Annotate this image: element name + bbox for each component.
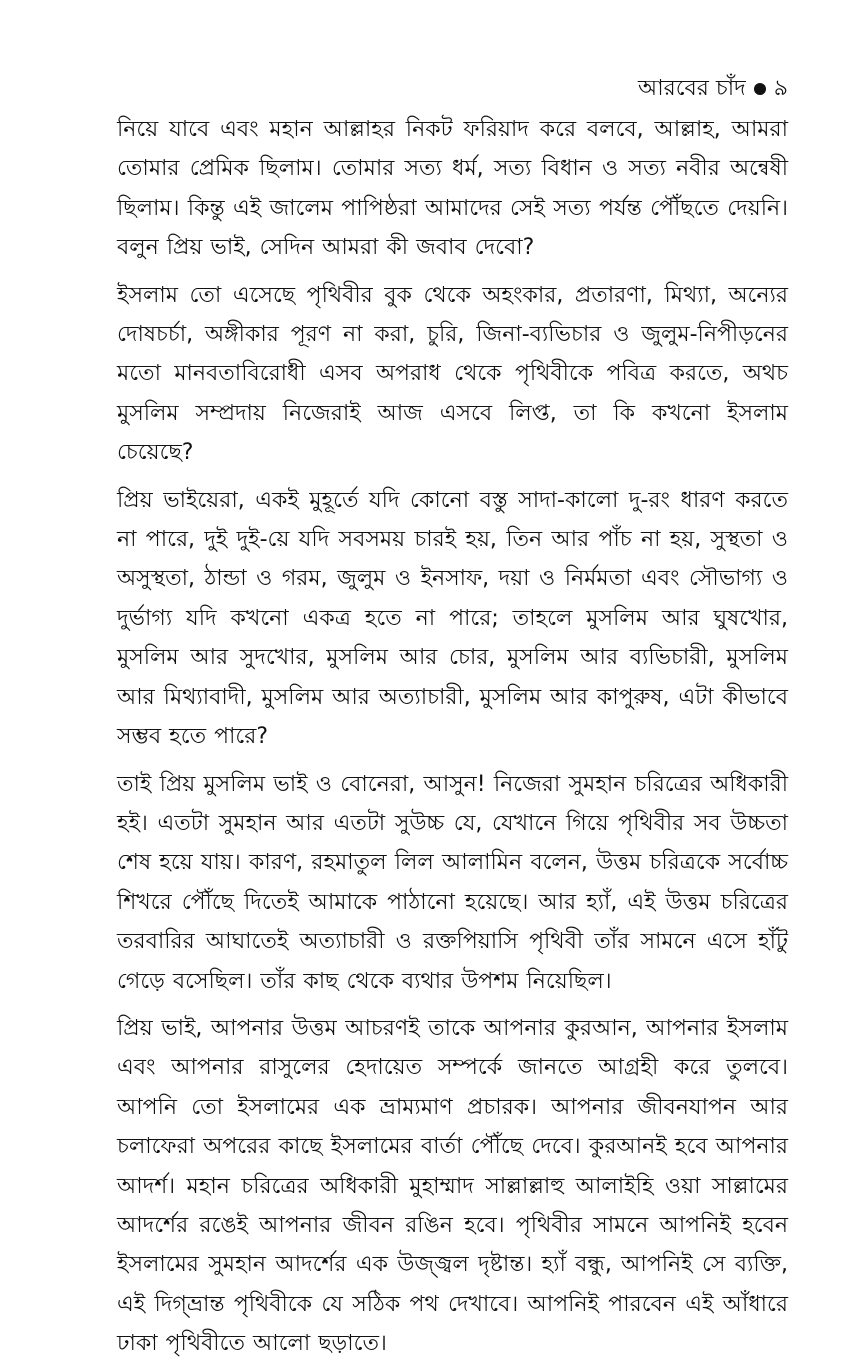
paragraph-4: তাই প্রিয় মুসলিম ভাই ও বোনেরা, আসুন! নিজেরা সুমহান চরিত্রের অধিকারী হই। এতটা সুমহান আর এতটা সুউচ্চ যে, যেখানে গিয়ে পৃথিবীর সব উচ্চতা শেষ হয়ে যায়। কারণ, রহমাতুল লিল আলামিন বলেন, উত্তম চরিত্রকে সর্বোচ্চ শিখরে পৌঁছে দিতেই আমাকে পাঠানো হয়েছে। আর হ্যাঁ, এই উত্তম চরিত্রের তরবারির আঘাতেই অত্যাচারী ও রক্তপিয়াসি পৃথিবী তাঁর সামনে এসে হাঁটু গেড়ে বসেছিল। তাঁর কাছ থেকে ব্যথার উপশম নিয়েছিল। bbox=[117, 771, 788, 994]
bullet-separator bbox=[754, 83, 766, 95]
paragraph-5: প্রিয় ভাই, আপনার উত্তম আচরণই তাকে আপনার কুরআন, আপনার ইসলাম এবং আপনার রাসুলের হেদায়েত সম্পর্কে জানতে আগ্রহী করে তুলবে। আপনি তো ইসলামের এক ভ্রাম্যমাণ প্রচারক। আপনার জীবনযাপন আর চলাফেরা অপরের কাছে ইসলামের বার্তা পৌঁছে দেবে। কুরআনই হবে আপনার আদর্শ। মহান চরিত্রের অধিকারী মুহাম্মাদ সাল্লাল্লাহু আলাইহি ওয়া সাল্লামের আদর্শের রঙেই আপনার জীবন রঙিন হবে। পৃথিবীর সামনে আপনিই হবেন ইসলামের সুমহান আদর্শের এক উজ্জ্বল দৃষ্টান্ত। হ্যাঁ বন্ধু, আপনিই সে ব্যক্তি, এই দিগ্‌ভ্রান্ত পৃথিবীকে যে সঠিক পথ দেখাবে। আপনিই পারবেন এই আঁধারে ঢাকা পৃথিবীতে আলো ছড়াতে। bbox=[117, 1015, 788, 1357]
running-header bbox=[117, 74, 788, 104]
paragraph-3: প্রিয় ভাইয়েরা, একই মুহূর্তে যদি কোনো বস্তু সাদা-কালো দু-রং ধারণ করতে না পারে, দুই দুই-য়ে যদি সবসময় চারই হয়, তিন আর পাঁচ না হয়, সুস্থতা ও অসুস্থতা, ঠান্ডা ও গরম, জুলুম ও ইনসাফ, দয়া ও নির্মমতা এবং সৌভাগ্য ও দুর্ভাগ্য যদি কখনো একত্র হতে না পারে; তাহলে মুসলিম আর ঘুষখোর, মুসলিম আর সুদখোর, মুসলিম আর চোর, মুসলিম আর ব্যভিচারী, মুসলিম আর মিথ্যাবাদী, মুসলিম আর অত্যাচারী, মুসলিম আর কাপুরুষ, এটা কীভাবে সম্ভব হতে পারে? bbox=[117, 487, 788, 750]
paragraph-1: নিয়ে যাবে এবং মহান আল্লাহর নিকট ফরিয়াদ করে বলবে, আল্লাহ, আমরা তোমার প্রেমিক ছিলাম। তোমার সত্য ধর্ম, সত্য বিধান ও সত্য নবীর অন্বেষী ছিলাম। কিন্তু এই জালেম পাপিষ্ঠরা আমাদের সেই সত্য পর্যন্ত পৌঁছতে দেয়নি। বলুন প্রিয় ভাই, সেদিন আমরা কী জবাব দেবো? bbox=[117, 117, 788, 261]
page-number: ৯ bbox=[773, 76, 788, 101]
body-text bbox=[117, 110, 788, 1364]
paragraph-2: ইসলাম তো এসেছে পৃথিবীর বুক থেকে অহংকার, প্রতারণা, মিথ্যা, অন্যের দোষচর্চা, অঙ্গীকার পূরণ না করা, চুরি, জিনা-ব্যভিচার ও জুলুম-নিপীড়নের মতো মানবতাবিরোধী এসব অপরাধ থেকে পৃথিবীকে পবিত্র করতে, অথচ মুসলিম সম্প্রদায় নিজেরাই আজ এসবে লিপ্ত, তা কি কখনো ইসলাম চেয়েছে? bbox=[117, 282, 788, 466]
book-title: আরবের চাঁদ bbox=[637, 76, 746, 101]
